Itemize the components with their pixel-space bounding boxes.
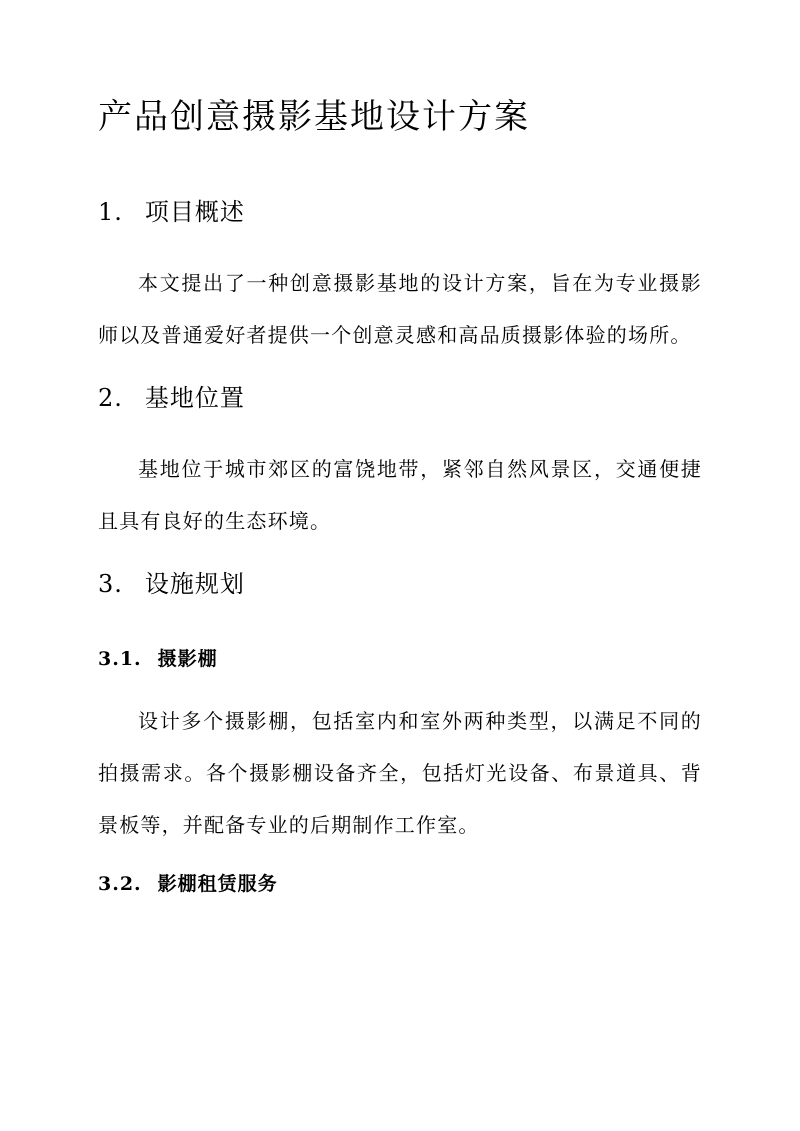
subsection-title: 摄影棚	[157, 648, 218, 670]
section-title: 设施规划	[144, 570, 245, 598]
document-title: 产品创意摄影基地设计方案	[98, 97, 530, 137]
subsection-heading-studio	[98, 645, 218, 673]
subsection-number: 3.2.	[98, 873, 142, 895]
subsection-heading-studio-rental	[98, 870, 278, 898]
subsection-number: 3.1.	[98, 648, 142, 670]
paragraph-overview: 本文提出了一种创意摄影基地的设计方案，旨在为专业摄影师以及普通爱好者提供一个创意灵感和高品质摄影体验的场所。	[98, 271, 702, 347]
section-title: 项目概述	[144, 198, 245, 226]
paragraph-studio: 设计多个摄影棚，包括室内和室外两种类型，以满足不同的拍摄需求。各个摄影棚设备齐全，包括灯光设备、布景道具、背景板等，并配备专业的后期制作工作室。	[98, 709, 702, 837]
paragraph-location: 基地位于城市郊区的富饶地带，紧邻自然风景区，交通便捷且具有良好的生态环境。	[98, 457, 702, 533]
section-number: 1.	[98, 198, 123, 226]
section-number: 2.	[98, 384, 123, 412]
subsection-title: 影棚租赁服务	[157, 873, 278, 895]
section-number: 3.	[98, 570, 123, 598]
section-title: 基地位置	[144, 384, 245, 412]
section-heading-overview	[98, 196, 245, 228]
section-heading-facilities	[98, 568, 245, 600]
section-heading-location	[98, 382, 245, 414]
